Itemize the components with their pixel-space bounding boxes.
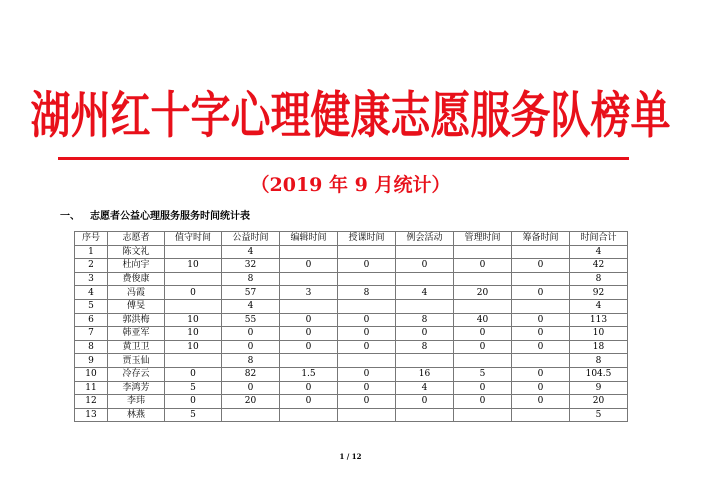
table-cell: 0 — [165, 286, 222, 300]
table-cell: 18 — [570, 340, 628, 354]
table-cell: 0 — [396, 259, 454, 273]
column-header: 编辑时间 — [280, 232, 338, 246]
table-row — [75, 313, 628, 327]
table-row — [75, 354, 628, 368]
table-cell: 16 — [396, 367, 454, 381]
table-cell — [280, 245, 338, 259]
table-cell: 0 — [222, 381, 280, 395]
table-cell: 0 — [222, 340, 280, 354]
table-cell: 韩亚军 — [108, 327, 165, 341]
column-header: 志愿者 — [108, 232, 165, 246]
table-cell: 0 — [396, 327, 454, 341]
table-cell — [280, 408, 338, 422]
table-cell: 0 — [454, 340, 512, 354]
table-cell: 0 — [512, 381, 570, 395]
table-cell: 0 — [280, 259, 338, 273]
table-cell: 0 — [338, 340, 396, 354]
table-cell: 0 — [338, 367, 396, 381]
table-cell: 13 — [75, 408, 108, 422]
table-body — [75, 245, 628, 422]
title-divider — [58, 157, 629, 160]
table-cell: 贾玉仙 — [108, 354, 165, 368]
table-header-row — [75, 232, 628, 246]
table-cell — [338, 272, 396, 286]
table-cell: 10 — [165, 340, 222, 354]
section-label: 志愿者公益心理服务服务时间统计表 — [90, 211, 250, 222]
column-header: 序号 — [75, 232, 108, 246]
column-header: 例会活动 — [396, 232, 454, 246]
table-cell: 8 — [222, 354, 280, 368]
table-cell: 冯霞 — [108, 286, 165, 300]
table-cell: 5 — [165, 408, 222, 422]
table-cell — [396, 245, 454, 259]
table-cell: 李玮 — [108, 395, 165, 409]
table-row — [75, 408, 628, 422]
table-cell — [512, 299, 570, 313]
table-cell — [396, 354, 454, 368]
table-cell: 4 — [570, 299, 628, 313]
page-number: 1 / 12 — [339, 452, 362, 461]
table-cell: 0 — [280, 327, 338, 341]
table-cell: 57 — [222, 286, 280, 300]
table-cell: 10 — [165, 313, 222, 327]
table-cell — [165, 354, 222, 368]
table-cell: 20 — [454, 286, 512, 300]
table-cell — [338, 299, 396, 313]
table-cell — [512, 354, 570, 368]
table-cell: 40 — [454, 313, 512, 327]
table-cell: 6 — [75, 313, 108, 327]
table-cell: 0 — [512, 286, 570, 300]
table-cell: 李鸿芳 — [108, 381, 165, 395]
table-cell: 8 — [222, 272, 280, 286]
table-cell — [454, 272, 512, 286]
table-cell: 92 — [570, 286, 628, 300]
table-cell: 12 — [75, 395, 108, 409]
table-cell — [396, 408, 454, 422]
table-row — [75, 272, 628, 286]
table-cell — [280, 354, 338, 368]
table-cell: 11 — [75, 381, 108, 395]
section-number: 一、 — [60, 211, 80, 222]
table-cell: 7 — [75, 327, 108, 341]
table-cell: 0 — [338, 259, 396, 273]
table-row — [75, 259, 628, 273]
table-cell: 0 — [512, 340, 570, 354]
table-row — [75, 367, 628, 381]
table-cell: 0 — [280, 313, 338, 327]
table-cell: 8 — [396, 313, 454, 327]
table-cell — [338, 245, 396, 259]
column-header: 管理时间 — [454, 232, 512, 246]
table-cell — [280, 272, 338, 286]
table-cell: 3 — [280, 286, 338, 300]
column-header: 值守时间 — [165, 232, 222, 246]
table-cell: 0 — [512, 259, 570, 273]
table-cell: 4 — [75, 286, 108, 300]
column-header: 公益时间 — [222, 232, 280, 246]
table-cell: 8 — [570, 354, 628, 368]
table-cell: 0 — [338, 313, 396, 327]
table-cell: 8 — [396, 340, 454, 354]
table-row — [75, 286, 628, 300]
column-header: 时间合计 — [570, 232, 628, 246]
page-title: 湖州红十字心理健康志愿服务队榜单 — [30, 87, 671, 145]
table-cell: 42 — [570, 259, 628, 273]
table-cell: 9 — [570, 381, 628, 395]
table-cell: 陈文礼 — [108, 245, 165, 259]
table-cell — [454, 408, 512, 422]
table-cell: 8 — [75, 340, 108, 354]
table-cell: 0 — [280, 395, 338, 409]
table-row — [75, 381, 628, 395]
table-cell — [512, 408, 570, 422]
table-row — [75, 395, 628, 409]
column-header: 授课时间 — [338, 232, 396, 246]
table-cell: 8 — [338, 286, 396, 300]
table-cell: 4 — [222, 299, 280, 313]
table-cell — [280, 299, 338, 313]
table-cell: 10 — [165, 259, 222, 273]
table-cell: 0 — [512, 395, 570, 409]
table-cell: 0 — [165, 367, 222, 381]
table-cell: 0 — [512, 313, 570, 327]
table-cell: 黄卫卫 — [108, 340, 165, 354]
table-cell: 冷存云 — [108, 367, 165, 381]
table-cell: 10 — [570, 327, 628, 341]
table-cell: 82 — [222, 367, 280, 381]
table-cell: 32 — [222, 259, 280, 273]
table-cell: 3 — [75, 272, 108, 286]
table-cell: 0 — [512, 367, 570, 381]
table-row — [75, 327, 628, 341]
section-heading — [60, 210, 250, 224]
table-cell: 4 — [222, 245, 280, 259]
table-cell: 0 — [338, 381, 396, 395]
table-cell — [222, 408, 280, 422]
table-cell — [512, 272, 570, 286]
table-cell: 0 — [512, 327, 570, 341]
table-cell: 傅旻 — [108, 299, 165, 313]
table-cell: 费俊康 — [108, 272, 165, 286]
table-cell — [396, 299, 454, 313]
table-cell: 林燕 — [108, 408, 165, 422]
table-cell: 10 — [75, 367, 108, 381]
table-cell: 杜向宇 — [108, 259, 165, 273]
table-cell: 4 — [570, 245, 628, 259]
table-cell: 113 — [570, 313, 628, 327]
table-cell: 4 — [396, 381, 454, 395]
table-cell: 20 — [570, 395, 628, 409]
table-cell: 0 — [454, 395, 512, 409]
table-cell: 0 — [222, 327, 280, 341]
table-cell — [512, 245, 570, 259]
table-cell — [165, 299, 222, 313]
table-cell: 5 — [570, 408, 628, 422]
table-cell — [338, 408, 396, 422]
table-cell: 2 — [75, 259, 108, 273]
table-cell: 5 — [454, 367, 512, 381]
table-cell: 0 — [280, 381, 338, 395]
table-row — [75, 340, 628, 354]
table-cell: 5 — [75, 299, 108, 313]
table-cell — [165, 245, 222, 259]
table-cell — [338, 354, 396, 368]
table-cell — [165, 272, 222, 286]
table-cell: 104.5 — [570, 367, 628, 381]
table-cell: 1.5 — [280, 367, 338, 381]
table-cell: 0 — [280, 340, 338, 354]
table-cell: 0 — [338, 395, 396, 409]
table-row — [75, 299, 628, 313]
table-cell: 20 — [222, 395, 280, 409]
table-cell: 0 — [396, 395, 454, 409]
table-cell: 55 — [222, 313, 280, 327]
table-cell: 5 — [165, 381, 222, 395]
table-cell — [454, 354, 512, 368]
volunteer-hours-table — [74, 231, 628, 422]
table-cell: 0 — [454, 381, 512, 395]
table-cell: 9 — [75, 354, 108, 368]
table-cell: 0 — [454, 259, 512, 273]
table-cell: 10 — [165, 327, 222, 341]
table-cell — [454, 245, 512, 259]
page-subtitle: （2019 年 9 月统计） — [250, 174, 451, 196]
column-header: 筹备时间 — [512, 232, 570, 246]
table-cell — [396, 272, 454, 286]
table-cell: 8 — [570, 272, 628, 286]
table-cell: 0 — [454, 327, 512, 341]
table-cell: 郭洪梅 — [108, 313, 165, 327]
table-cell — [454, 299, 512, 313]
table-cell: 0 — [165, 395, 222, 409]
table-cell: 1 — [75, 245, 108, 259]
table-row — [75, 245, 628, 259]
table-cell: 0 — [338, 327, 396, 341]
table-cell: 4 — [396, 286, 454, 300]
